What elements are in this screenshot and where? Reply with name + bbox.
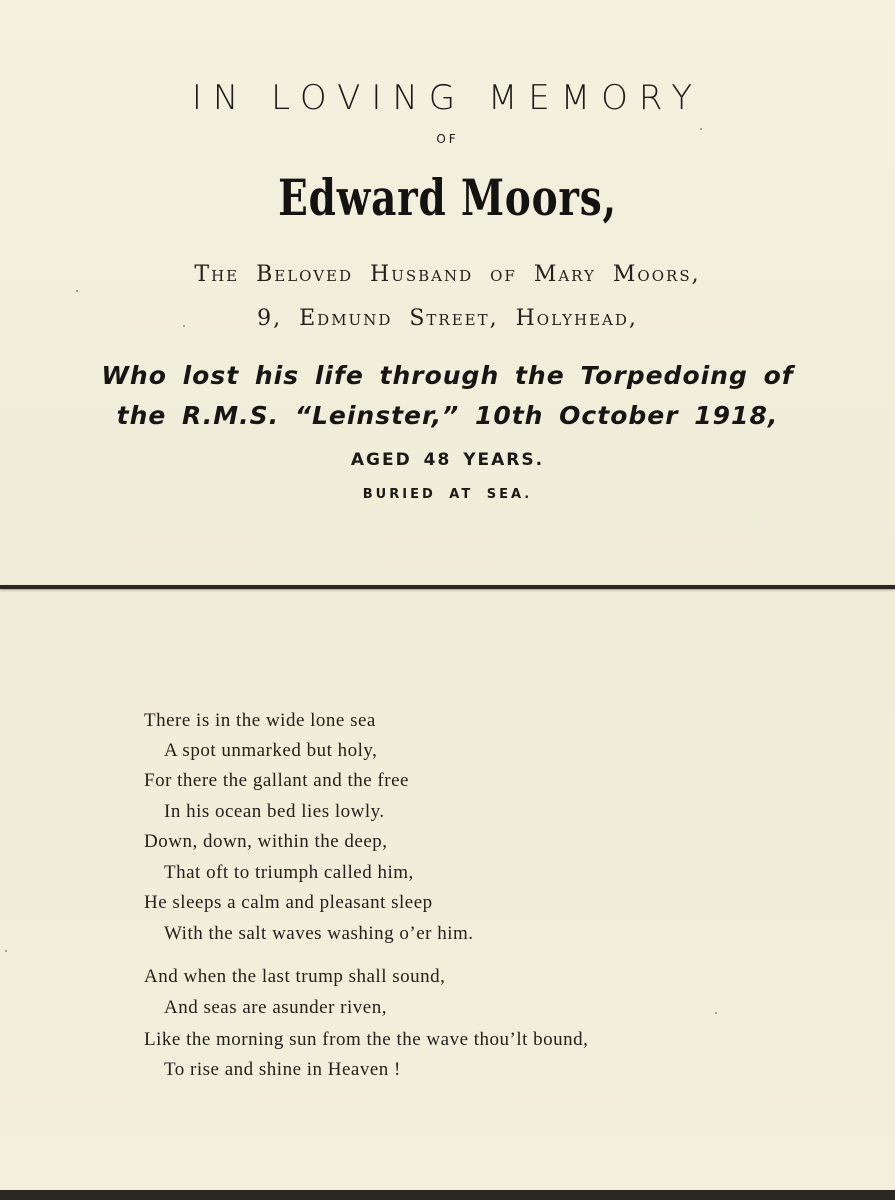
fold-divider	[0, 585, 895, 589]
poem-line: He sleeps a calm and pleasant sleep	[144, 892, 433, 913]
poem-line: And seas are asunder riven,	[164, 997, 387, 1018]
circumstance-line-2: the R.M.S. “Leinster,” 10th October 1918,	[116, 401, 779, 430]
burial-line: BURIED AT SEA.	[362, 487, 533, 502]
paper-speck	[700, 128, 702, 130]
poem-line: In his ocean bed lies lowly.	[164, 801, 385, 822]
poem-line: There is in the wide lone sea	[144, 710, 376, 731]
paper-speck	[715, 1012, 717, 1014]
deceased-name: Edward Moors,	[278, 168, 617, 227]
of-label: OF	[436, 132, 459, 146]
circumstance-line-1: Who lost his life through the Torpedoing of	[101, 361, 794, 390]
paper-speck	[76, 290, 78, 292]
poem-line: For there the gallant and the free	[144, 770, 409, 791]
relation-line: The Beloved Husband of Mary Moors,	[194, 262, 701, 287]
poem-line: With the salt waves washing o’er him.	[164, 923, 474, 944]
poem-line: Like the morning sun from the the wave thou’lt bound,	[144, 1029, 589, 1050]
memorial-heading: IN LOVING MEMORY	[191, 78, 704, 118]
paper-speck	[5, 950, 7, 952]
poem-line: A spot unmarked but holy,	[164, 740, 378, 761]
poem-line: To rise and shine in Heaven !	[164, 1059, 401, 1080]
paper-speck	[183, 325, 185, 327]
poem-line: Down, down, within the deep,	[144, 831, 388, 852]
poem-line: And when the last trump shall sound,	[144, 966, 446, 987]
poem-line: That oft to triumph called him,	[164, 862, 414, 883]
age-line: AGED 48 YEARS.	[350, 450, 545, 470]
card-bottom-edge	[0, 1190, 895, 1200]
address-line: 9, Edmund Street, Holyhead,	[257, 306, 638, 331]
